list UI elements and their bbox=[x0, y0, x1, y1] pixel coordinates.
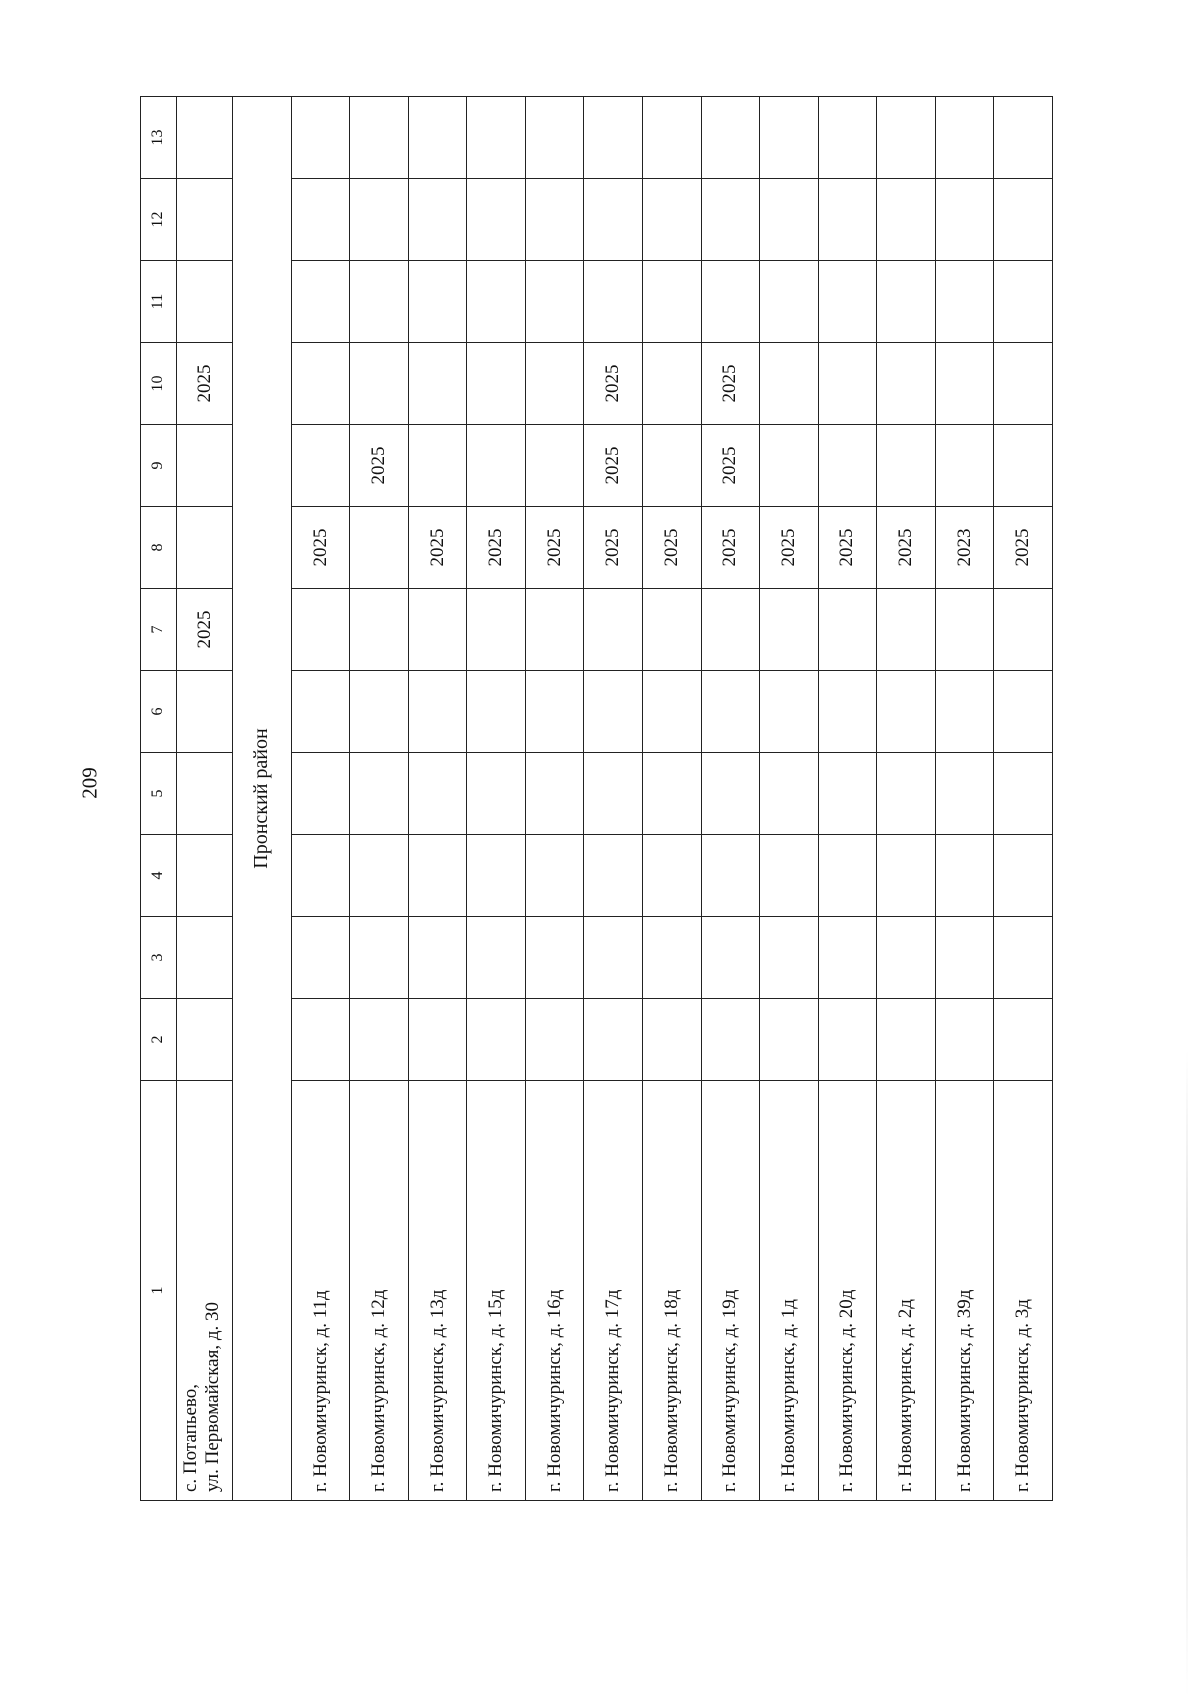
year-cell bbox=[760, 999, 819, 1081]
year-cell bbox=[818, 835, 877, 917]
year-cell bbox=[994, 261, 1053, 343]
year-cell bbox=[642, 425, 701, 507]
year-cell bbox=[818, 917, 877, 999]
year-cell bbox=[584, 835, 643, 917]
table-row bbox=[877, 97, 936, 1501]
column-number: 1 bbox=[141, 1081, 177, 1501]
year-cell bbox=[467, 589, 526, 671]
year-cell bbox=[467, 179, 526, 261]
year-cell bbox=[994, 425, 1053, 507]
year-cell bbox=[994, 917, 1053, 999]
year-cell bbox=[467, 343, 526, 425]
address-cell: г. Новомичуринск, д. 11д bbox=[291, 1081, 350, 1501]
year-cell bbox=[350, 97, 409, 179]
year-cell bbox=[994, 835, 1053, 917]
year-cell bbox=[877, 835, 936, 917]
year-cell bbox=[818, 179, 877, 261]
table-row bbox=[584, 97, 643, 1501]
year-cell bbox=[291, 835, 350, 917]
table-row bbox=[291, 97, 350, 1501]
year-cell bbox=[350, 671, 409, 753]
year-cell: 2025 bbox=[584, 343, 643, 425]
table-row bbox=[467, 97, 526, 1501]
year-cell: 2025 bbox=[760, 507, 819, 589]
year-cell bbox=[935, 425, 994, 507]
year-cell: 2025 bbox=[701, 507, 760, 589]
year-cell bbox=[701, 999, 760, 1081]
year-cell bbox=[525, 425, 584, 507]
year-cell bbox=[408, 179, 467, 261]
year-cell bbox=[525, 671, 584, 753]
year-cell: 2025 bbox=[176, 589, 232, 671]
address-cell: г. Новомичуринск, д. 20д bbox=[818, 1081, 877, 1501]
address-cell: г. Новомичуринск, д. 18д bbox=[642, 1081, 701, 1501]
year-cell bbox=[467, 835, 526, 917]
year-cell bbox=[176, 507, 232, 589]
year-cell bbox=[176, 917, 232, 999]
year-cell bbox=[994, 671, 1053, 753]
scan-edge bbox=[1186, 1050, 1188, 1697]
year-cell bbox=[760, 753, 819, 835]
year-cell bbox=[994, 589, 1053, 671]
year-cell bbox=[760, 179, 819, 261]
year-cell bbox=[291, 589, 350, 671]
year-cell bbox=[935, 671, 994, 753]
address-cell: г. Новомичуринск, д. 17д bbox=[584, 1081, 643, 1501]
year-cell bbox=[877, 753, 936, 835]
year-cell bbox=[525, 589, 584, 671]
year-cell: 2025 bbox=[408, 507, 467, 589]
year-cell bbox=[935, 179, 994, 261]
year-cell bbox=[408, 343, 467, 425]
year-cell: 2025 bbox=[877, 507, 936, 589]
year-cell bbox=[467, 261, 526, 343]
year-cell bbox=[525, 753, 584, 835]
year-cell bbox=[642, 343, 701, 425]
year-cell bbox=[584, 589, 643, 671]
address-cell: г. Новомичуринск, д. 2д bbox=[877, 1081, 936, 1501]
year-cell bbox=[935, 999, 994, 1081]
year-cell: 2025 bbox=[350, 425, 409, 507]
year-cell bbox=[642, 261, 701, 343]
year-cell bbox=[525, 179, 584, 261]
year-cell bbox=[760, 671, 819, 753]
column-number: 12 bbox=[141, 179, 177, 261]
year-cell: 2025 bbox=[176, 343, 232, 425]
address-line: ул. Первомайская, д. 30 bbox=[201, 1302, 223, 1492]
district-name: Пронский район bbox=[233, 97, 292, 1501]
year-cell bbox=[760, 97, 819, 179]
year-cell bbox=[350, 343, 409, 425]
year-cell bbox=[818, 589, 877, 671]
year-cell bbox=[760, 589, 819, 671]
column-number: 7 bbox=[141, 589, 177, 671]
year-cell bbox=[291, 917, 350, 999]
column-number: 2 bbox=[141, 999, 177, 1081]
year-cell bbox=[994, 179, 1053, 261]
year-cell: 2025 bbox=[994, 507, 1053, 589]
year-cell bbox=[818, 343, 877, 425]
year-cell bbox=[467, 999, 526, 1081]
year-cell bbox=[350, 835, 409, 917]
year-cell bbox=[408, 753, 467, 835]
year-cell bbox=[701, 97, 760, 179]
year-cell bbox=[291, 999, 350, 1081]
address-cell: г. Новомичуринск, д. 12д bbox=[350, 1081, 409, 1501]
year-cell bbox=[584, 753, 643, 835]
column-number: 9 bbox=[141, 425, 177, 507]
year-cell bbox=[176, 179, 232, 261]
column-number: 5 bbox=[141, 753, 177, 835]
year-cell bbox=[350, 589, 409, 671]
year-cell bbox=[291, 343, 350, 425]
address-cell: г. Новомичуринск, д. 15д bbox=[467, 1081, 526, 1501]
year-cell bbox=[176, 425, 232, 507]
year-cell bbox=[176, 261, 232, 343]
year-cell bbox=[467, 753, 526, 835]
year-cell bbox=[642, 179, 701, 261]
year-cell bbox=[291, 179, 350, 261]
year-cell bbox=[525, 97, 584, 179]
year-cell bbox=[701, 917, 760, 999]
year-cell bbox=[408, 425, 467, 507]
year-cell bbox=[408, 261, 467, 343]
year-cell bbox=[291, 753, 350, 835]
year-cell bbox=[408, 999, 467, 1081]
year-cell bbox=[467, 671, 526, 753]
address-cell: г. Новомичуринск, д. 19д bbox=[701, 1081, 760, 1501]
year-cell bbox=[525, 917, 584, 999]
year-cell bbox=[935, 753, 994, 835]
year-cell bbox=[291, 425, 350, 507]
year-cell bbox=[877, 917, 936, 999]
table-row bbox=[994, 97, 1053, 1501]
year-cell bbox=[877, 179, 936, 261]
column-number: 13 bbox=[141, 97, 177, 179]
table-row bbox=[350, 97, 409, 1501]
year-cell bbox=[877, 999, 936, 1081]
year-cell bbox=[818, 999, 877, 1081]
year-cell bbox=[584, 917, 643, 999]
year-cell bbox=[994, 999, 1053, 1081]
table-row bbox=[525, 97, 584, 1501]
year-cell bbox=[584, 179, 643, 261]
year-cell bbox=[467, 97, 526, 179]
column-number: 3 bbox=[141, 917, 177, 999]
table-row bbox=[935, 97, 994, 1501]
year-cell bbox=[584, 671, 643, 753]
year-cell bbox=[760, 917, 819, 999]
year-cell bbox=[760, 343, 819, 425]
year-cell bbox=[642, 835, 701, 917]
year-cell bbox=[935, 835, 994, 917]
year-cell: 2025 bbox=[818, 507, 877, 589]
year-cell bbox=[935, 97, 994, 179]
year-cell bbox=[994, 343, 1053, 425]
year-cell bbox=[408, 671, 467, 753]
year-cell bbox=[291, 671, 350, 753]
year-cell bbox=[350, 179, 409, 261]
table-row bbox=[760, 97, 819, 1501]
year-cell bbox=[584, 999, 643, 1081]
year-cell bbox=[877, 425, 936, 507]
year-cell bbox=[467, 425, 526, 507]
column-number: 6 bbox=[141, 671, 177, 753]
year-cell bbox=[701, 835, 760, 917]
year-cell bbox=[877, 97, 936, 179]
year-cell bbox=[760, 835, 819, 917]
year-cell bbox=[935, 343, 994, 425]
address-cell: г. Новомичуринск, д. 3д bbox=[994, 1081, 1053, 1501]
year-cell bbox=[701, 261, 760, 343]
page-number: 209 bbox=[77, 767, 102, 799]
year-cell bbox=[291, 261, 350, 343]
column-number: 4 bbox=[141, 835, 177, 917]
year-cell bbox=[877, 343, 936, 425]
address-line: с. Потапьево, bbox=[179, 1384, 201, 1492]
address-cell: г. Новомичуринск, д. 13д bbox=[408, 1081, 467, 1501]
year-cell bbox=[642, 753, 701, 835]
year-cell bbox=[408, 917, 467, 999]
column-number: 11 bbox=[141, 261, 177, 343]
year-cell bbox=[350, 507, 409, 589]
year-cell bbox=[584, 97, 643, 179]
year-cell bbox=[877, 671, 936, 753]
year-cell bbox=[176, 753, 232, 835]
year-cell bbox=[350, 261, 409, 343]
year-cell bbox=[701, 589, 760, 671]
year-cell bbox=[350, 999, 409, 1081]
year-cell bbox=[935, 917, 994, 999]
year-cell bbox=[525, 343, 584, 425]
year-cell bbox=[408, 835, 467, 917]
year-cell bbox=[525, 999, 584, 1081]
year-cell bbox=[408, 97, 467, 179]
year-cell: 2025 bbox=[467, 507, 526, 589]
address-cell: г. Новомичуринск, д. 1д bbox=[760, 1081, 819, 1501]
year-cell bbox=[350, 917, 409, 999]
year-cell bbox=[291, 97, 350, 179]
year-cell bbox=[176, 97, 232, 179]
column-number: 10 bbox=[141, 343, 177, 425]
year-cell bbox=[818, 425, 877, 507]
table-row bbox=[408, 97, 467, 1501]
year-cell bbox=[818, 261, 877, 343]
year-cell bbox=[525, 261, 584, 343]
address-cell: г. Новомичуринск, д. 39д bbox=[935, 1081, 994, 1501]
year-cell: 2025 bbox=[525, 507, 584, 589]
year-cell bbox=[467, 917, 526, 999]
table-row bbox=[176, 97, 232, 1501]
repair-schedule-table bbox=[140, 97, 1053, 1501]
year-cell bbox=[760, 425, 819, 507]
year-cell bbox=[642, 999, 701, 1081]
year-cell: 2025 bbox=[584, 425, 643, 507]
year-cell: 2025 bbox=[701, 343, 760, 425]
year-cell bbox=[877, 261, 936, 343]
year-cell bbox=[350, 753, 409, 835]
year-cell bbox=[935, 261, 994, 343]
district-row bbox=[233, 97, 292, 1501]
year-cell: 2025 bbox=[584, 507, 643, 589]
year-cell bbox=[877, 589, 936, 671]
year-cell bbox=[994, 753, 1053, 835]
year-cell: 2025 bbox=[642, 507, 701, 589]
year-cell bbox=[818, 97, 877, 179]
table-row bbox=[642, 97, 701, 1501]
year-cell bbox=[408, 589, 467, 671]
year-cell: 2025 bbox=[291, 507, 350, 589]
address-cell: г. Новомичуринск, д. 16д bbox=[525, 1081, 584, 1501]
year-cell bbox=[642, 589, 701, 671]
year-cell bbox=[994, 97, 1053, 179]
year-cell bbox=[701, 753, 760, 835]
year-cell bbox=[818, 753, 877, 835]
year-cell bbox=[642, 917, 701, 999]
year-cell bbox=[176, 999, 232, 1081]
column-number: 8 bbox=[141, 507, 177, 589]
year-cell bbox=[584, 261, 643, 343]
year-cell: 2023 bbox=[935, 507, 994, 589]
table-row bbox=[701, 97, 760, 1501]
year-cell bbox=[525, 835, 584, 917]
year-cell bbox=[642, 97, 701, 179]
year-cell: 2025 bbox=[701, 425, 760, 507]
year-cell bbox=[935, 589, 994, 671]
year-cell bbox=[701, 671, 760, 753]
address-cell bbox=[176, 1081, 232, 1501]
column-number-row bbox=[141, 97, 177, 1501]
year-cell bbox=[760, 261, 819, 343]
table-row bbox=[818, 97, 877, 1501]
year-cell bbox=[701, 179, 760, 261]
year-cell bbox=[818, 671, 877, 753]
year-cell bbox=[642, 671, 701, 753]
year-cell bbox=[176, 835, 232, 917]
year-cell bbox=[176, 671, 232, 753]
